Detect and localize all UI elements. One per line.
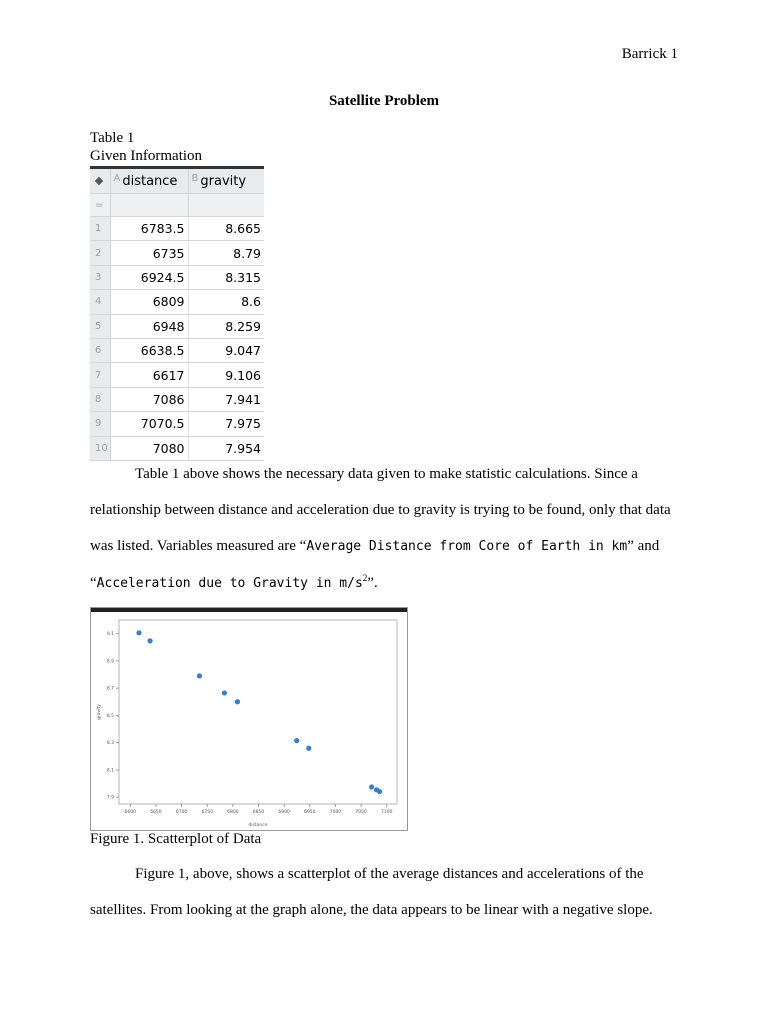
- gravity-cell: 9.106: [188, 363, 264, 387]
- row-number: 10: [90, 436, 110, 460]
- table-row: [90, 314, 264, 338]
- column-header-gravity: [188, 168, 264, 194]
- x-tick-label: 7050: [355, 810, 367, 815]
- y-tick-label: 8.3: [106, 741, 114, 747]
- x-tick-label: 6800: [227, 810, 239, 815]
- paper-title: Satellite Problem: [328, 93, 440, 109]
- plot-area: [119, 620, 397, 804]
- x-tick-label: 6650: [150, 810, 162, 815]
- scatterplot-svg: [91, 612, 407, 830]
- data-point: [222, 690, 227, 695]
- table-row: [90, 241, 264, 265]
- gravity-cell: 8.79: [188, 241, 264, 265]
- column-header-row: [90, 168, 264, 194]
- x-tick-label: 6850: [252, 810, 265, 815]
- distance-cell: 7070.5: [110, 412, 188, 436]
- table-caption: [90, 129, 202, 165]
- distance-cell: 7080: [110, 436, 188, 460]
- gravity-cell: 7.975: [188, 412, 264, 436]
- data-point: [197, 673, 202, 678]
- formula-row: [90, 194, 264, 217]
- gravity-cell: 8.665: [188, 217, 264, 241]
- paragraph-text: ”.: [367, 575, 378, 591]
- row-number: 1: [90, 217, 110, 241]
- formula-cell: [188, 194, 264, 217]
- distance-cell: 7086: [110, 387, 188, 411]
- y-tick-label: 8.7: [106, 686, 114, 692]
- row-number: 5: [90, 314, 110, 338]
- column-header-distance: [110, 168, 188, 194]
- data-point: [136, 630, 141, 635]
- distance-cell: 6735: [110, 241, 188, 265]
- paragraph-figure-description: Figure 1, above, shows a scatterplot of the average distances and accelerations of the satellites. From looking at the graph alone, the data appears to be linear with a negative slope.: [90, 866, 653, 918]
- x-tick-label: 6600: [124, 810, 137, 815]
- y-tick-label: 9.1: [106, 632, 114, 638]
- x-tick-label: 6900: [278, 810, 290, 815]
- x-axis-label: distance: [248, 823, 268, 828]
- column-name: gravity: [200, 174, 247, 189]
- distance-cell: 6783.5: [110, 217, 188, 241]
- row-number: 7: [90, 363, 110, 387]
- distance-cell: 6948: [110, 314, 188, 338]
- x-tick-label: 7000: [329, 810, 342, 815]
- corner-cell: [90, 168, 110, 194]
- y-tick-label: 8.1: [106, 768, 114, 774]
- distance-cell: 6638.5: [110, 338, 188, 362]
- formula-cell: [110, 194, 188, 217]
- table-label: Table 1: [90, 130, 135, 146]
- y-tick-label: 8.5: [106, 713, 114, 719]
- y-axis-label: gravity: [97, 704, 102, 720]
- paragraph-text: Table 1 above shows the necessary data given to make statistic calculations. Since a relationship between distance and acceleration due to gravity is trying to be found, only that data was listed. Variables measured are “: [90, 466, 671, 554]
- row-number: 3: [90, 265, 110, 289]
- diamond-icon: [95, 176, 103, 184]
- table-title: Given Information: [90, 148, 203, 164]
- data-point: [294, 738, 299, 743]
- y-tick-label: 7.9: [106, 795, 114, 801]
- data-point: [147, 638, 152, 643]
- data-spreadsheet-table: [90, 166, 264, 461]
- variable-name: Average Distance from Core of Earth in km: [306, 539, 628, 554]
- distance-cell: 6617: [110, 363, 188, 387]
- x-tick-label: 6950: [304, 810, 316, 815]
- table-row: [90, 265, 264, 289]
- distance-cell: 6924.5: [110, 265, 188, 289]
- table-row: [90, 412, 264, 436]
- table-row: [90, 217, 264, 241]
- table-row: [90, 363, 264, 387]
- row-number: 9: [90, 412, 110, 436]
- figure-caption: Figure 1. Scatterplot of Data: [90, 831, 262, 847]
- table-row: [90, 338, 264, 362]
- scatterplot-figure: [90, 607, 408, 831]
- gravity-cell: 7.954: [188, 436, 264, 460]
- gravity-cell: 8.259: [188, 314, 264, 338]
- gravity-cell: 7.941: [188, 387, 264, 411]
- data-point: [369, 784, 374, 789]
- column-letter: A: [113, 173, 121, 184]
- data-point: [306, 746, 311, 751]
- y-tick-label: 8.9: [106, 659, 114, 665]
- gravity-cell: 8.315: [188, 265, 264, 289]
- x-tick-label: 7100: [381, 810, 393, 815]
- x-tick-label: 6750: [201, 810, 213, 815]
- paragraph-table-description: [90, 456, 680, 602]
- data-point: [374, 787, 379, 792]
- formula-row-label: =: [90, 194, 110, 217]
- row-number: 2: [90, 241, 110, 265]
- distance-cell: 6809: [110, 290, 188, 314]
- page-header-number: Barrick 1: [621, 46, 678, 62]
- column-name: distance: [122, 174, 178, 189]
- gravity-cell: 8.6: [188, 290, 264, 314]
- row-number: 8: [90, 387, 110, 411]
- table-row: [90, 290, 264, 314]
- column-letter: B: [191, 173, 199, 184]
- data-point: [235, 699, 240, 704]
- row-number: 6: [90, 338, 110, 362]
- x-tick-label: 6700: [175, 810, 188, 815]
- row-number: 4: [90, 290, 110, 314]
- gravity-cell: 9.047: [188, 338, 264, 362]
- superscript: 2: [362, 573, 368, 583]
- variable-name: Acceleration due to Gravity in m/s: [96, 576, 363, 591]
- table-row: [90, 387, 264, 411]
- paragraph-text: ” and “: [90, 538, 660, 591]
